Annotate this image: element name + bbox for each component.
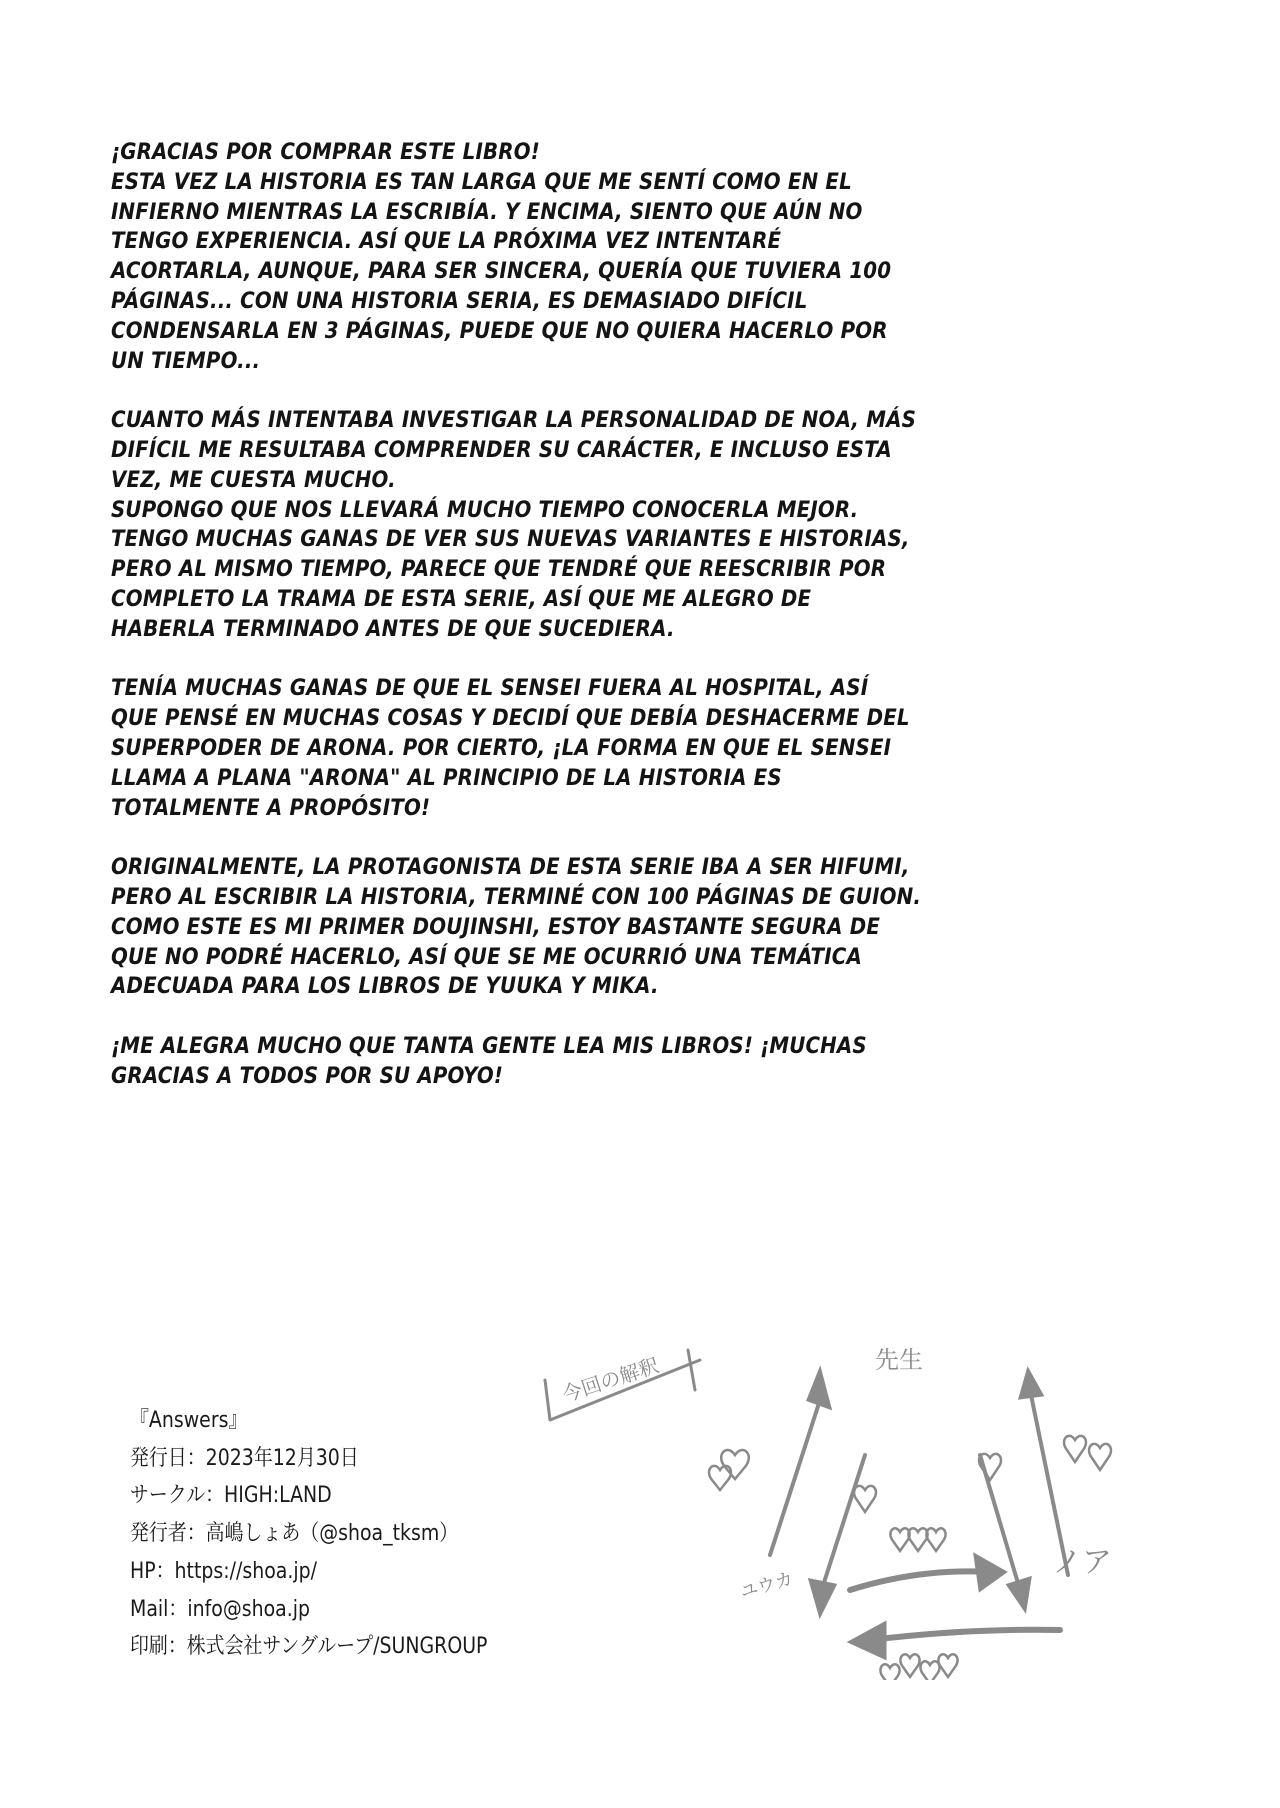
text-line: ¡GRACIAS POR COMPRAR ESTE LIBRO!: [111, 139, 540, 165]
text-line: LLAMA A PLANA "ARONA" AL PRINCIPIO DE LA HISTORIA ES: [111, 764, 782, 791]
colophon-title: 『Answers』: [130, 1408, 248, 1433]
text-line: GRACIAS A TODOS POR SU APOYO!: [111, 1062, 504, 1089]
colophon-date: 発行日：2023年12月30日: [130, 1445, 359, 1471]
text-line: PÁGINAS... CON UNA HISTORIA SERIA, ES DEMASIADO DIFÍCIL: [111, 287, 808, 314]
colophon-homepage: HP：https://shoa.jp/: [130, 1558, 318, 1584]
text-line: TENÍA MUCHAS GANAS DE QUE EL SENSEI FUERA AL HOSPITAL, ASÍ: [111, 675, 869, 702]
colophon-publisher: 発行者：高嶋しょあ（@shoa_tksm）: [130, 1521, 459, 1547]
text-line: ACORTARLA, AUNQUE, PARA SER SINCERA, QUERÍA QUE TUVIERA 100: [111, 258, 892, 285]
arrow-sensei-to-yuuka: [820, 1455, 865, 1595]
colophon-mail: Mail：info@shoa.jp: [130, 1596, 311, 1622]
afterword-text: [111, 138, 922, 1121]
afterword-paragraph: [111, 1032, 903, 1092]
text-line: PERO AL ESCRIBIR LA HISTORIA, TERMINÉ CON 100 PÁGINAS DE GUION.: [111, 883, 922, 910]
colophon-printer: 印刷：株式会社サングループ/SUNGROUP: [130, 1634, 488, 1660]
colophon: [130, 1402, 487, 1666]
text-line: QUE NO PODRÉ HACERLO, ASÍ QUE SE ME OCURRIÓ UNA TEMÁTICA: [111, 943, 862, 970]
text-line: QUE PENSÉ EN MUCHAS COSAS Y DECIDÍ QUE DEBÍA DESHACERME DEL: [111, 705, 910, 732]
text-line: CUANTO MÁS INTENTABA INVESTIGAR LA PERSONALIDAD DE NOA, MÁS: [111, 407, 917, 434]
heart-icon: [709, 1436, 1111, 1680]
label-sensei: 先生: [875, 1346, 923, 1374]
text-line: PERO AL MISMO TIEMPO, PARECE QUE TENDRÉ QUE REESCRIBIR POR: [111, 556, 887, 583]
text-line: CONDENSARLA EN 3 PÁGINAS, PUEDE QUE NO QUIERA HACERLO POR: [111, 317, 888, 344]
afterword-paragraph: [111, 138, 903, 376]
text-line: ORIGINALMENTE, LA PROTAGONISTA DE ESTA SERIE IBA A SER HIFUMI,: [111, 854, 910, 881]
colophon-circle: サークル：HIGH:LAND: [130, 1483, 332, 1509]
afterword-paragraph: [111, 406, 917, 644]
afterword-paragraph: [111, 853, 922, 1002]
text-line: INFIERNO MIENTRAS LA ESCRIBÍA. Y ENCIMA, SIENTO QUE AÚN NO: [111, 198, 863, 225]
text-line: TENGO MUCHAS GANAS DE VER SUS NUEVAS VARIANTES E HISTORIAS,: [111, 526, 910, 553]
arrow-yuuka-to-noa: [850, 1571, 990, 1590]
text-line: ADECUADA PARA LOS LIBROS DE YUUKA Y MIKA.: [111, 973, 659, 1000]
text-line: DIFÍCIL ME RESULTABA COMPRENDER SU CARÁCTER, E INCLUSO ESTA: [111, 436, 892, 463]
text-line: TOTALMENTE A PROPÓSITO!: [111, 794, 431, 821]
text-line: TENGO EXPERIENCIA. ASÍ QUE LA PRÓXIMA VEZ INTENTARÉ: [111, 228, 782, 255]
text-line: ¡ME ALEGRA MUCHO QUE TANTA GENTE LEA MIS LIBROS! ¡MUCHAS: [111, 1032, 867, 1059]
label-yuuka: ユウカ: [737, 1568, 796, 1603]
label-noa: ノア: [1052, 1545, 1112, 1580]
relationship-sketch: [520, 1340, 1140, 1680]
text-line: UN TIEMPO...: [111, 347, 261, 374]
sketch-heading: 今回の解釈: [559, 1353, 662, 1407]
afterword-paragraph: [111, 674, 910, 823]
text-line: SUPERPODER DE ARONA. POR CIERTO, ¡LA FORMA EN QUE EL SENSEI: [111, 734, 892, 761]
text-line: ESTA VEZ LA HISTORIA ES TAN LARGA QUE ME SENTÍ COMO EN EL: [111, 168, 852, 195]
arrow-noa-to-yuuka: [870, 1630, 1060, 1640]
text-line: HABERLA TERMINADO ANTES DE QUE SUCEDIERA.: [111, 615, 675, 642]
text-line: VEZ, ME CUESTA MUCHO.: [111, 466, 396, 493]
text-line: COMO ESTE ES MI PRIMER DOUJINSHI, ESTOY BASTANTE SEGURA DE: [111, 913, 881, 940]
text-line: SUPONGO QUE NOS LLEVARÁ MUCHO TIEMPO CONOCERLA MEJOR.: [111, 496, 859, 523]
text-line: COMPLETO LA TRAMA DE ESTA SERIE, ASÍ QUE ME ALEGRO DE: [111, 585, 812, 612]
arrow-yuuka-to-sensei: [770, 1400, 820, 1555]
